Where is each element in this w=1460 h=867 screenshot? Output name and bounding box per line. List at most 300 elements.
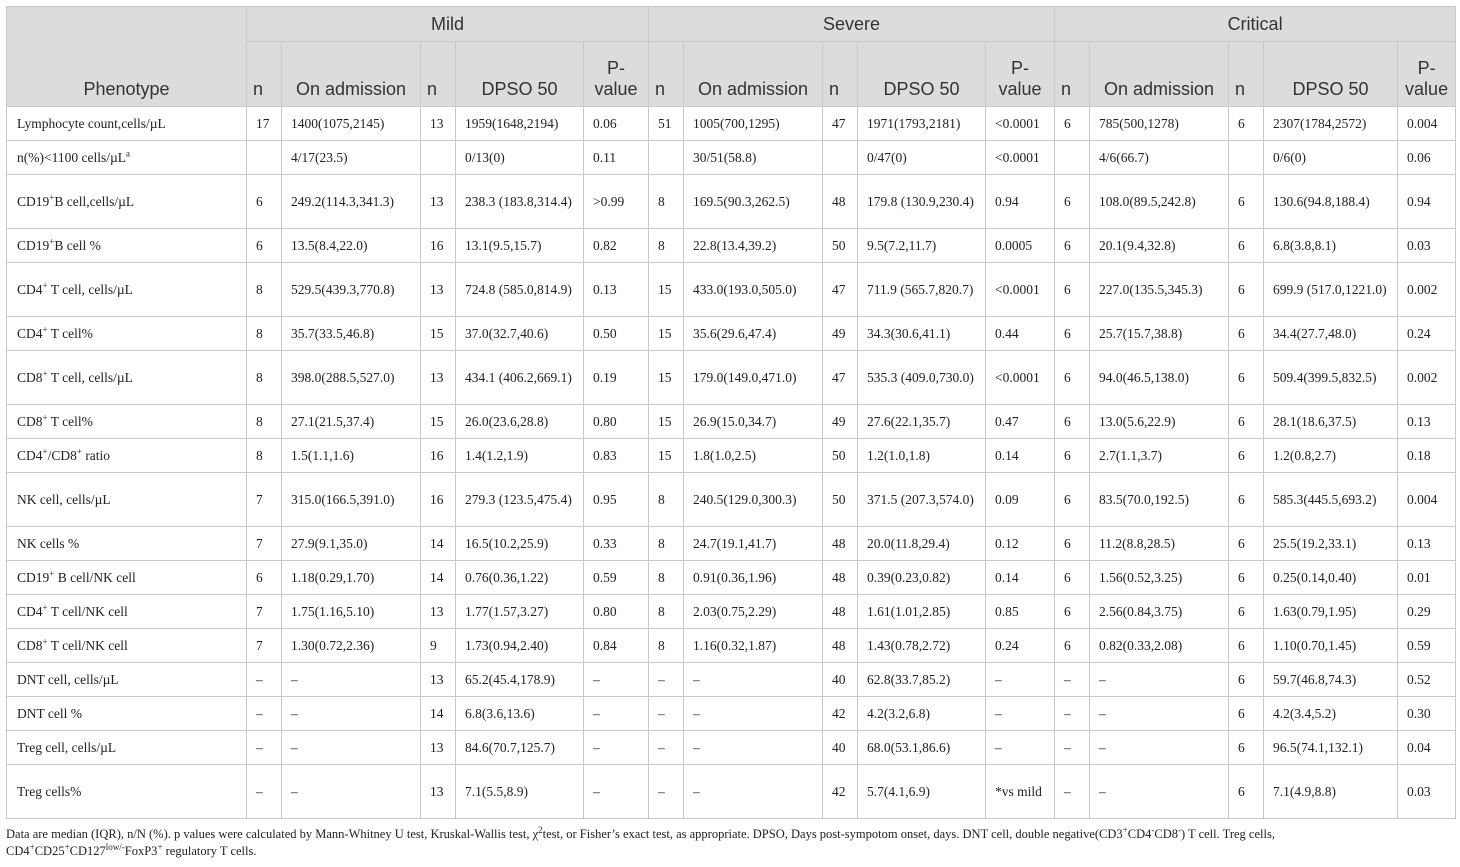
phenotype-label: CD4+ T cell, cells/µL <box>7 263 247 317</box>
mild-n-cell: 7 <box>247 595 282 629</box>
mild-on-admission-cell: – <box>282 697 421 731</box>
mild-dpso-50-cell: 279.3 (123.5,475.4) <box>456 473 584 527</box>
severe-n2-cell: 50 <box>823 473 858 527</box>
mild-n-cell: 8 <box>247 439 282 473</box>
severe-dpso-50-cell: 0/47(0) <box>858 141 986 175</box>
phenotype-label: CD4+ T cell% <box>7 317 247 351</box>
severe-on-admission-cell: – <box>684 663 823 697</box>
severe-n-cell: 8 <box>649 595 684 629</box>
severe-p-value-cell: 0.12 <box>986 527 1055 561</box>
critical-dpso-50-cell: 1.10(0.70,1.45) <box>1264 629 1398 663</box>
mild-n2-cell <box>421 141 456 175</box>
critical-p-value-cell: 0.18 <box>1398 439 1456 473</box>
mild-p-value-cell: 0.50 <box>584 317 649 351</box>
critical-p-value-header: P-value <box>1398 42 1456 107</box>
phenotype-label: CD19+ B cell/NK cell <box>7 561 247 595</box>
severe-n-cell: 15 <box>649 351 684 405</box>
mild-n2-cell: 13 <box>421 595 456 629</box>
severe-dpso-50-cell: 5.7(4.1,6.9) <box>858 765 986 819</box>
mild-on-admission-cell: 35.7(33.5,46.8) <box>282 317 421 351</box>
severe-n-cell: 8 <box>649 561 684 595</box>
severe-n-cell: 15 <box>649 263 684 317</box>
severe-on-admission-cell: 22.8(13.4,39.2) <box>684 229 823 263</box>
severe-n2-cell: 50 <box>823 439 858 473</box>
table-row <box>7 317 1456 351</box>
phenotype-header: Phenotype <box>7 7 247 107</box>
critical-dpso-50-cell: 0/6(0) <box>1264 141 1398 175</box>
severe-n-cell: 8 <box>649 629 684 663</box>
severe-dpso-50-cell: 20.0(11.8,29.4) <box>858 527 986 561</box>
critical-dpso-50-cell: 28.1(18.6,37.5) <box>1264 405 1398 439</box>
phenotype-label: n(%)<1100 cells/µL$^a$ <box>7 141 247 175</box>
mild-n2-cell: 16 <box>421 473 456 527</box>
phenotype-label: CD19+B cell % <box>7 229 247 263</box>
critical-on-admission-cell: – <box>1090 731 1229 765</box>
table-body <box>7 107 1456 819</box>
mild-on-admission-cell: – <box>282 663 421 697</box>
critical-n-cell: 6 <box>1055 595 1090 629</box>
critical-n2-cell: 6 <box>1229 229 1264 263</box>
mild-n2-cell: 14 <box>421 697 456 731</box>
severe-n2-cell: 48 <box>823 595 858 629</box>
critical-on-admission-cell: 2.7(1.1,3.7) <box>1090 439 1229 473</box>
table-row <box>7 561 1456 595</box>
mild-p-value-cell: 0.80 <box>584 405 649 439</box>
mild-n2-cell: 13 <box>421 663 456 697</box>
critical-n-cell: 6 <box>1055 439 1090 473</box>
table-row <box>7 405 1456 439</box>
critical-n-cell: 6 <box>1055 561 1090 595</box>
critical-dpso-50-cell: 699.9 (517.0,1221.0) <box>1264 263 1398 317</box>
critical-n2-cell: 6 <box>1229 595 1264 629</box>
critical-n-cell: 6 <box>1055 351 1090 405</box>
severe-p-value-header: P-value <box>986 42 1055 107</box>
severe-on-admission-cell: 24.7(19.1,41.7) <box>684 527 823 561</box>
severe-on-admission-cell: 169.5(90.3,262.5) <box>684 175 823 229</box>
phenotype-label: Treg cell, cells/µL <box>7 731 247 765</box>
severe-n-cell: 15 <box>649 439 684 473</box>
mild-n2-header: n <box>421 42 456 107</box>
mild-dpso-50-cell: 0/13(0) <box>456 141 584 175</box>
severe-dpso-50-cell: 4.2(3.2,6.8) <box>858 697 986 731</box>
mild-p-value-cell: >0.99 <box>584 175 649 229</box>
critical-p-value-cell: 0.03 <box>1398 765 1456 819</box>
critical-p-value-cell: 0.13 <box>1398 405 1456 439</box>
severe-dpso-50-cell: 0.39(0.23,0.82) <box>858 561 986 595</box>
mild-on-admission-cell: 27.9(9.1,35.0) <box>282 527 421 561</box>
severe-p-value-cell: 0.47 <box>986 405 1055 439</box>
severe-dpso-50-cell: 371.5 (207.3,574.0) <box>858 473 986 527</box>
severe-n2-cell: 47 <box>823 263 858 317</box>
severe-p-value-cell: 0.24 <box>986 629 1055 663</box>
critical-n2-cell: 6 <box>1229 439 1264 473</box>
footnote-line-1: Data are median (IQR), n/N (%). p values were calculated by Mann-Whitney U test, Kruskal-Wallis test, $\chi^2test$, or Fisher’s exact test, as appropriate. DPSO, Days post-sympotom onset, days. DNT cell, double negative(CD3+CD4-CD8-) T cell. Treg cells, <box>6 824 1275 841</box>
severe-dpso-50-cell: 1.43(0.78,2.72) <box>858 629 986 663</box>
critical-dpso-50-cell: 34.4(27.7,48.0) <box>1264 317 1398 351</box>
critical-n-cell: 6 <box>1055 107 1090 141</box>
severe-dpso-50-cell: 1.61(1.01,2.85) <box>858 595 986 629</box>
mild-on-admission-cell: – <box>282 765 421 819</box>
group-critical-header: Critical <box>1055 7 1456 42</box>
severe-dpso-50-cell: 179.8 (130.9,230.4) <box>858 175 986 229</box>
critical-n-header: n <box>1055 42 1090 107</box>
critical-n-cell: 6 <box>1055 263 1090 317</box>
critical-p-value-cell: 0.002 <box>1398 351 1456 405</box>
phenotype-label: Treg cells% <box>7 765 247 819</box>
severe-n2-cell: 47 <box>823 351 858 405</box>
mild-on-admission-cell: – <box>282 731 421 765</box>
severe-p-value-cell: <0.0001 <box>986 107 1055 141</box>
severe-on-admission-header: On admission <box>684 42 823 107</box>
mild-n2-cell: 13 <box>421 107 456 141</box>
mild-p-value-cell: 0.06 <box>584 107 649 141</box>
critical-p-value-cell: 0.04 <box>1398 731 1456 765</box>
mild-p-value-cell: – <box>584 663 649 697</box>
mild-p-value-cell: 0.95 <box>584 473 649 527</box>
phenotype-table <box>6 6 1456 819</box>
severe-n-cell: 15 <box>649 317 684 351</box>
table-row <box>7 731 1456 765</box>
severe-n-cell <box>649 141 684 175</box>
mild-n-cell: 7 <box>247 527 282 561</box>
mild-dpso-50-header: DPSO 50 <box>456 42 584 107</box>
critical-dpso-50-cell: 59.7(46.8,74.3) <box>1264 663 1398 697</box>
mild-n2-cell: 14 <box>421 527 456 561</box>
severe-n-cell: – <box>649 731 684 765</box>
mild-on-admission-cell: 27.1(21.5,37.4) <box>282 405 421 439</box>
mild-n2-cell: 15 <box>421 317 456 351</box>
severe-p-value-cell: – <box>986 731 1055 765</box>
critical-dpso-50-cell: 1.2(0.8,2.7) <box>1264 439 1398 473</box>
critical-n2-cell: 6 <box>1229 107 1264 141</box>
severe-n-cell: – <box>649 697 684 731</box>
mild-n-cell: 8 <box>247 317 282 351</box>
mild-dpso-50-cell: 0.76(0.36,1.22) <box>456 561 584 595</box>
critical-on-admission-cell: 13.0(5.6,22.9) <box>1090 405 1229 439</box>
critical-n-cell: 6 <box>1055 473 1090 527</box>
critical-n-cell: – <box>1055 663 1090 697</box>
severe-on-admission-cell: 26.9(15.0,34.7) <box>684 405 823 439</box>
critical-p-value-cell: 0.29 <box>1398 595 1456 629</box>
mild-n-cell: 6 <box>247 175 282 229</box>
results-table-container <box>6 6 1455 819</box>
mild-n-cell: 7 <box>247 629 282 663</box>
severe-on-admission-cell: 1.16(0.32,1.87) <box>684 629 823 663</box>
mild-dpso-50-cell: 6.8(3.6,13.6) <box>456 697 584 731</box>
phenotype-label: DNT cell % <box>7 697 247 731</box>
table-row <box>7 439 1456 473</box>
mild-on-admission-cell: 1400(1075,2145) <box>282 107 421 141</box>
severe-n-cell: 8 <box>649 175 684 229</box>
mild-n-cell: 17 <box>247 107 282 141</box>
critical-n2-cell: 6 <box>1229 263 1264 317</box>
mild-p-value-cell: – <box>584 697 649 731</box>
critical-n2-cell: 6 <box>1229 527 1264 561</box>
mild-p-value-cell: 0.82 <box>584 229 649 263</box>
table-row <box>7 629 1456 663</box>
critical-p-value-cell: 0.13 <box>1398 527 1456 561</box>
table-row <box>7 473 1456 527</box>
critical-on-admission-cell: – <box>1090 663 1229 697</box>
group-mild-header: Mild <box>247 7 649 42</box>
critical-n-cell <box>1055 141 1090 175</box>
severe-on-admission-cell: 0.91(0.36,1.96) <box>684 561 823 595</box>
severe-p-value-cell: 0.14 <box>986 561 1055 595</box>
critical-p-value-cell: 0.24 <box>1398 317 1456 351</box>
mild-n-cell: – <box>247 765 282 819</box>
mild-p-value-cell: – <box>584 765 649 819</box>
mild-p-value-cell: – <box>584 731 649 765</box>
critical-on-admission-header: On admission <box>1090 42 1229 107</box>
mild-on-admission-cell: 13.5(8.4,22.0) <box>282 229 421 263</box>
table-row <box>7 697 1456 731</box>
mild-on-admission-cell: 4/17(23.5) <box>282 141 421 175</box>
severe-p-value-cell: <0.0001 <box>986 263 1055 317</box>
critical-p-value-cell: 0.30 <box>1398 697 1456 731</box>
critical-p-value-cell: 0.002 <box>1398 263 1456 317</box>
mild-p-value-cell: 0.13 <box>584 263 649 317</box>
critical-n-cell: 6 <box>1055 527 1090 561</box>
critical-on-admission-cell: 20.1(9.4,32.8) <box>1090 229 1229 263</box>
mild-on-admission-header: On admission <box>282 42 421 107</box>
critical-p-value-cell: 0.52 <box>1398 663 1456 697</box>
severe-dpso-50-cell: 535.3 (409.0,730.0) <box>858 351 986 405</box>
footnote-line-2: $CD4^+CD25^+CD127^{low/-}FoxP3^+$ regulatory T cells. <box>6 841 257 858</box>
mild-n2-cell: 13 <box>421 731 456 765</box>
mild-dpso-50-cell: 65.2(45.4,178.9) <box>456 663 584 697</box>
table-footnote <box>6 826 1455 860</box>
severe-n2-cell: 48 <box>823 561 858 595</box>
critical-dpso-50-cell: 130.6(94.8,188.4) <box>1264 175 1398 229</box>
mild-p-value-cell: 0.80 <box>584 595 649 629</box>
severe-n-cell: – <box>649 765 684 819</box>
critical-p-value-cell: 0.004 <box>1398 107 1456 141</box>
severe-on-admission-cell: 179.0(149.0,471.0) <box>684 351 823 405</box>
severe-p-value-cell: – <box>986 697 1055 731</box>
severe-on-admission-cell: 2.03(0.75,2.29) <box>684 595 823 629</box>
mild-n2-cell: 15 <box>421 405 456 439</box>
critical-n2-cell: 6 <box>1229 317 1264 351</box>
critical-on-admission-cell: 0.82(0.33,2.08) <box>1090 629 1229 663</box>
mild-n2-cell: 13 <box>421 765 456 819</box>
severe-n2-cell: 48 <box>823 629 858 663</box>
mild-n2-cell: 9 <box>421 629 456 663</box>
critical-p-value-cell: 0.59 <box>1398 629 1456 663</box>
critical-dpso-50-cell: 6.8(3.8,8.1) <box>1264 229 1398 263</box>
table-row <box>7 107 1456 141</box>
severe-p-value-cell: 0.14 <box>986 439 1055 473</box>
phenotype-label: DNT cell, cells/µL <box>7 663 247 697</box>
mild-p-value-cell: 0.59 <box>584 561 649 595</box>
severe-p-value-cell: 0.09 <box>986 473 1055 527</box>
table-row <box>7 351 1456 405</box>
critical-on-admission-cell: 108.0(89.5,242.8) <box>1090 175 1229 229</box>
mild-n-cell: 8 <box>247 405 282 439</box>
severe-n2-cell: 49 <box>823 405 858 439</box>
critical-dpso-50-header: DPSO 50 <box>1264 42 1398 107</box>
severe-n2-cell: 42 <box>823 697 858 731</box>
mild-n2-cell: 16 <box>421 439 456 473</box>
severe-n-header: n <box>649 42 684 107</box>
critical-n2-cell: 6 <box>1229 697 1264 731</box>
severe-on-admission-cell: – <box>684 765 823 819</box>
severe-dpso-50-cell: 1971(1793,2181) <box>858 107 986 141</box>
severe-n2-header: n <box>823 42 858 107</box>
critical-n-cell: 6 <box>1055 229 1090 263</box>
critical-n2-cell: 6 <box>1229 629 1264 663</box>
critical-on-admission-cell: 785(500,1278) <box>1090 107 1229 141</box>
mild-p-value-header: P-value <box>584 42 649 107</box>
mild-dpso-50-cell: 1.77(1.57,3.27) <box>456 595 584 629</box>
severe-p-value-cell: 0.94 <box>986 175 1055 229</box>
critical-p-value-cell: 0.94 <box>1398 175 1456 229</box>
severe-dpso-50-cell: 711.9 (565.7,820.7) <box>858 263 986 317</box>
critical-on-admission-cell: 83.5(70.0,192.5) <box>1090 473 1229 527</box>
critical-on-admission-cell: 4/6(66.7) <box>1090 141 1229 175</box>
phenotype-label: CD19+B cell,cells/µL <box>7 175 247 229</box>
severe-dpso-50-cell: 34.3(30.6,41.1) <box>858 317 986 351</box>
phenotype-label: CD8+ T cell/NK cell <box>7 629 247 663</box>
mild-n-cell: 8 <box>247 263 282 317</box>
severe-n2-cell: 50 <box>823 229 858 263</box>
table-row <box>7 141 1456 175</box>
severe-n-cell: 15 <box>649 405 684 439</box>
critical-n2-cell: 6 <box>1229 351 1264 405</box>
mild-on-admission-cell: 398.0(288.5,527.0) <box>282 351 421 405</box>
severe-on-admission-cell: – <box>684 731 823 765</box>
table-row <box>7 527 1456 561</box>
mild-dpso-50-cell: 13.1(9.5,15.7) <box>456 229 584 263</box>
critical-on-admission-cell: 2.56(0.84,3.75) <box>1090 595 1229 629</box>
critical-n2-cell: 6 <box>1229 731 1264 765</box>
severe-dpso-50-cell: 62.8(33.7,85.2) <box>858 663 986 697</box>
severe-on-admission-cell: 1.8(1.0,2.5) <box>684 439 823 473</box>
mild-n2-cell: 13 <box>421 351 456 405</box>
critical-on-admission-cell: – <box>1090 697 1229 731</box>
phenotype-label: CD4+ T cell/NK cell <box>7 595 247 629</box>
mild-on-admission-cell: 1.18(0.29,1.70) <box>282 561 421 595</box>
severe-dpso-50-cell: 1.2(1.0,1.8) <box>858 439 986 473</box>
critical-n2-cell: 6 <box>1229 175 1264 229</box>
severe-n-cell: 8 <box>649 229 684 263</box>
mild-dpso-50-cell: 1.4(1.2,1.9) <box>456 439 584 473</box>
severe-p-value-cell: <0.0001 <box>986 351 1055 405</box>
critical-dpso-50-cell: 585.3(445.5,693.2) <box>1264 473 1398 527</box>
critical-n2-cell: 6 <box>1229 473 1264 527</box>
severe-on-admission-cell: 30/51(58.8) <box>684 141 823 175</box>
severe-on-admission-cell: 35.6(29.6,47.4) <box>684 317 823 351</box>
critical-dpso-50-cell: 509.4(399.5,832.5) <box>1264 351 1398 405</box>
severe-n2-cell: 48 <box>823 175 858 229</box>
critical-n-cell: 6 <box>1055 405 1090 439</box>
severe-on-admission-cell: 1005(700,1295) <box>684 107 823 141</box>
critical-dpso-50-cell: 4.2(3.4,5.2) <box>1264 697 1398 731</box>
mild-on-admission-cell: 315.0(166.5,391.0) <box>282 473 421 527</box>
mild-dpso-50-cell: 1.73(0.94,2.40) <box>456 629 584 663</box>
phenotype-label: NK cell, cells/µL <box>7 473 247 527</box>
critical-on-admission-cell: 25.7(15.7,38.8) <box>1090 317 1229 351</box>
mild-on-admission-cell: 1.75(1.16,5.10) <box>282 595 421 629</box>
critical-n-cell: 6 <box>1055 175 1090 229</box>
mild-n2-cell: 13 <box>421 175 456 229</box>
mild-dpso-50-cell: 724.8 (585.0,814.9) <box>456 263 584 317</box>
phenotype-label: Lymphocyte count,cells/µL <box>7 107 247 141</box>
severe-n2-cell <box>823 141 858 175</box>
severe-dpso-50-header: DPSO 50 <box>858 42 986 107</box>
critical-dpso-50-cell: 25.5(19.2,33.1) <box>1264 527 1398 561</box>
critical-on-admission-cell: 1.56(0.52,3.25) <box>1090 561 1229 595</box>
mild-dpso-50-cell: 26.0(23.6,28.8) <box>456 405 584 439</box>
mild-on-admission-cell: 529.5(439.3,770.8) <box>282 263 421 317</box>
mild-on-admission-cell: 1.5(1.1,1.6) <box>282 439 421 473</box>
critical-n-cell: – <box>1055 731 1090 765</box>
mild-p-value-cell: 0.11 <box>584 141 649 175</box>
critical-p-value-cell: 0.03 <box>1398 229 1456 263</box>
table-row <box>7 595 1456 629</box>
critical-n2-cell: 6 <box>1229 663 1264 697</box>
severe-p-value-cell: – <box>986 663 1055 697</box>
mild-n-cell <box>247 141 282 175</box>
table-row <box>7 263 1456 317</box>
mild-n-header: n <box>247 42 282 107</box>
critical-n2-cell <box>1229 141 1264 175</box>
mild-n2-cell: 16 <box>421 229 456 263</box>
mild-on-admission-cell: 249.2(114.3,341.3) <box>282 175 421 229</box>
severe-n-cell: 8 <box>649 527 684 561</box>
mild-n2-cell: 14 <box>421 561 456 595</box>
severe-on-admission-cell: 240.5(129.0,300.3) <box>684 473 823 527</box>
mild-dpso-50-cell: 16.5(10.2,25.9) <box>456 527 584 561</box>
phenotype-label: CD8+ T cell, cells/µL <box>7 351 247 405</box>
critical-on-admission-cell: – <box>1090 765 1229 819</box>
severe-dpso-50-cell: 9.5(7.2,11.7) <box>858 229 986 263</box>
phenotype-label: CD4+/CD8+ ratio <box>7 439 247 473</box>
critical-p-value-cell: 0.004 <box>1398 473 1456 527</box>
severe-n2-cell: 40 <box>823 663 858 697</box>
table-row <box>7 175 1456 229</box>
table-row <box>7 765 1456 819</box>
phenotype-label: CD8+ T cell% <box>7 405 247 439</box>
critical-n-cell: – <box>1055 765 1090 819</box>
table-row <box>7 663 1456 697</box>
phenotype-label: NK cells % <box>7 527 247 561</box>
severe-dpso-50-cell: 27.6(22.1,35.7) <box>858 405 986 439</box>
critical-on-admission-cell: 227.0(135.5,345.3) <box>1090 263 1229 317</box>
mild-dpso-50-cell: 434.1 (406.2,669.1) <box>456 351 584 405</box>
critical-n2-header: n <box>1229 42 1264 107</box>
severe-p-value-cell: <0.0001 <box>986 141 1055 175</box>
severe-on-admission-cell: 433.0(193.0,505.0) <box>684 263 823 317</box>
critical-n2-cell: 6 <box>1229 405 1264 439</box>
severe-p-value-cell: 0.85 <box>986 595 1055 629</box>
severe-dpso-50-cell: 68.0(53.1,86.6) <box>858 731 986 765</box>
severe-n-cell: 51 <box>649 107 684 141</box>
mild-p-value-cell: 0.19 <box>584 351 649 405</box>
mild-p-value-cell: 0.84 <box>584 629 649 663</box>
severe-p-value-cell: *vs mild <box>986 765 1055 819</box>
severe-n2-cell: 49 <box>823 317 858 351</box>
critical-dpso-50-cell: 0.25(0.14,0.40) <box>1264 561 1398 595</box>
severe-n2-cell: 48 <box>823 527 858 561</box>
mild-dpso-50-cell: 37.0(32.7,40.6) <box>456 317 584 351</box>
mild-on-admission-cell: 1.30(0.72,2.36) <box>282 629 421 663</box>
mild-n-cell: 6 <box>247 561 282 595</box>
mild-n-cell: – <box>247 731 282 765</box>
group-header-row <box>7 7 1456 42</box>
severe-n2-cell: 42 <box>823 765 858 819</box>
critical-dpso-50-cell: 7.1(4.9,8.8) <box>1264 765 1398 819</box>
critical-n-cell: 6 <box>1055 317 1090 351</box>
